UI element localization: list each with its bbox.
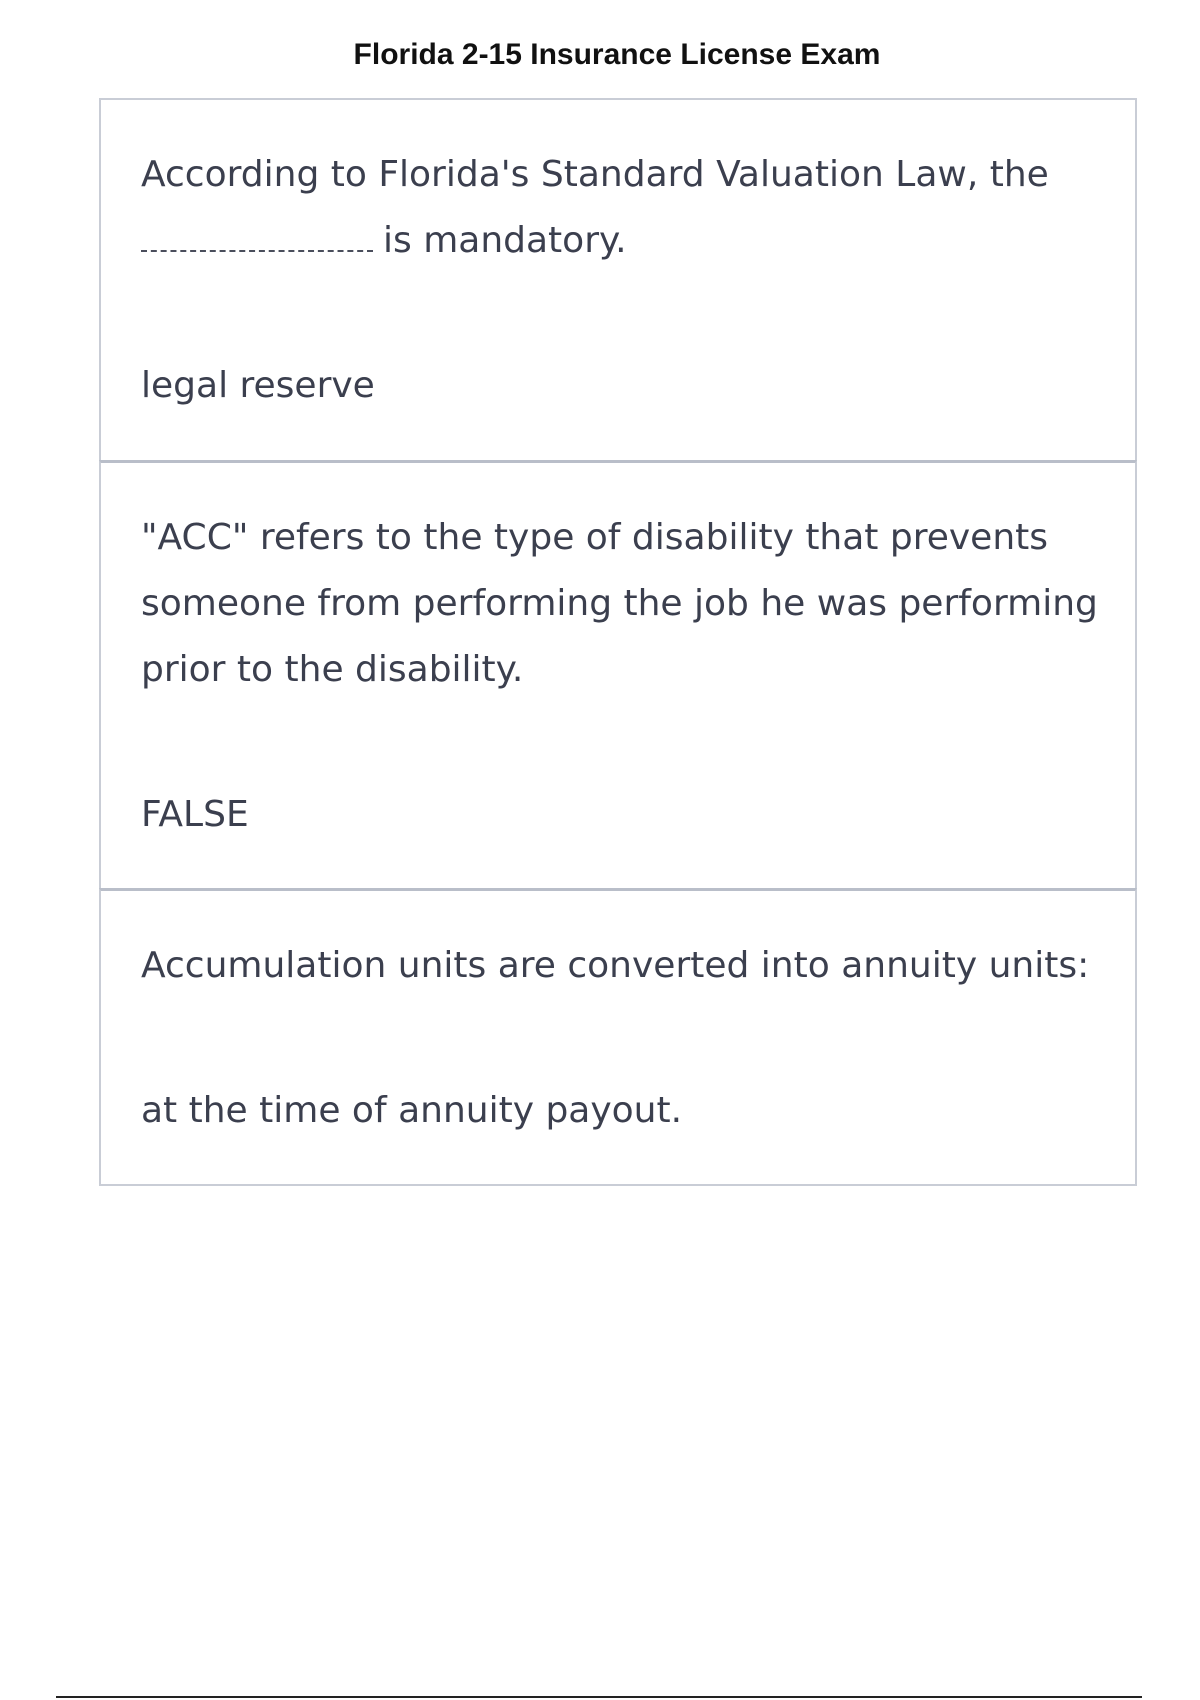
flashcard[interactable] (99, 460, 1137, 890)
page-title: Florida 2-15 Insurance License Exam (353, 38, 881, 71)
flashcard[interactable] (99, 98, 1137, 462)
question-line-2: is mandatory. (383, 220, 627, 261)
flashcard-answer: legal reserve (141, 365, 375, 406)
flashcard-answer: FALSE (141, 794, 249, 835)
flashcard-question: "ACC" refers to the type of disability that prevents someone from performing the job he was performing prior to the disability. (141, 517, 1098, 690)
flashcard-answer: at the time of annuity payout. (141, 1090, 683, 1131)
flashcard-question: Accumulation units are converted into annuity units: (141, 945, 1090, 986)
flashcard-list (99, 98, 1137, 1186)
flashcard-question (141, 142, 1105, 274)
footer-divider (56, 1696, 1142, 1698)
question-line-1: According to Florida's Standard Valuation Law, the (141, 154, 1049, 195)
flashcard[interactable] (99, 888, 1137, 1186)
answer-blank (141, 210, 373, 252)
